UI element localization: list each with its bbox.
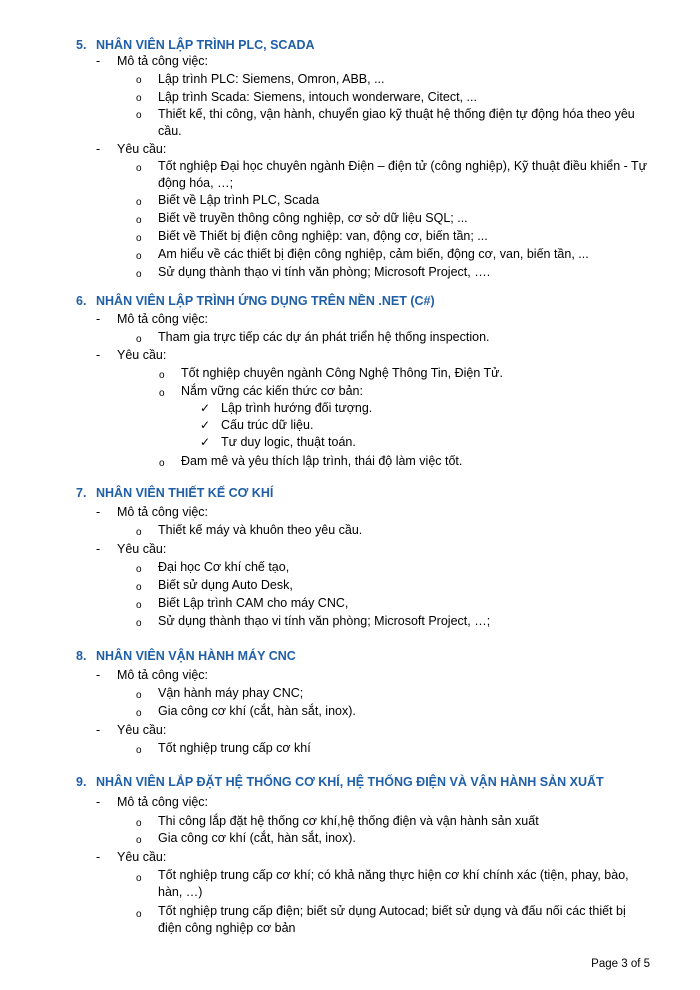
circle-bullet-icon: o [136, 564, 142, 575]
section-title: NHÂN VIÊN LẬP TRÌNH PLC, SCADA [96, 38, 315, 52]
req-label: Yêu cầu: [117, 542, 167, 556]
list-item: Biết sử dụng Auto Desk, [158, 578, 293, 592]
circle-bullet-icon: o [136, 93, 142, 104]
list-item: Am hiểu về các thiết bị điện công nghiệp, cảm biến, động cơ, van, biến tần, ... [158, 247, 589, 261]
list-item: Tư duy logic, thuật toán. [221, 435, 356, 449]
req-label: Yêu cầu: [117, 850, 167, 864]
section-title: NHÂN VIÊN LẮP ĐẶT HỆ THỐNG CƠ KHÍ, HỆ THỐNG ĐIỆN VÀ VẬN HÀNH SẢN XUẤT [96, 775, 604, 789]
circle-bullet-icon: o [159, 458, 165, 469]
desc-label: Mô tả công việc: [117, 54, 209, 68]
desc-label: Mô tả công việc: [117, 505, 209, 519]
section-heading [76, 649, 296, 663]
section-heading [76, 38, 315, 52]
circle-bullet-icon: o [136, 618, 142, 629]
req-label: Yêu cầu: [117, 723, 167, 737]
circle-bullet-icon: o [136, 582, 142, 593]
list-item: Lập trình Scada: Siemens, intouch wonderware, Citect, ... [158, 90, 477, 104]
dash-bullet: - [96, 54, 101, 68]
list-item: Tham gia trực tiếp các dự án phát triển hệ thống inspection. [158, 330, 490, 344]
dash-bullet: - [96, 850, 101, 864]
desc-label: Mô tả công việc: [117, 668, 209, 682]
dash-bullet: - [96, 723, 101, 737]
dash-bullet: - [96, 668, 101, 682]
circle-bullet-icon: o [136, 215, 142, 226]
circle-bullet-icon: o [136, 75, 142, 86]
list-item: Sử dụng thành thạo vi tính văn phòng; Microsoft Project, …. [158, 265, 491, 279]
list-item: Cấu trúc dữ liệu. [221, 418, 314, 432]
section-number: 8. [76, 649, 87, 663]
page-number: Page 3 of 5 [591, 958, 650, 970]
list-item: Gia công cơ khí (cắt, hàn sắt, inox). [158, 704, 356, 718]
circle-bullet-icon: o [136, 690, 142, 701]
section-title: NHÂN VIÊN THIẾT KẾ CƠ KHÍ [96, 486, 274, 500]
list-item: Biết Lập trình CAM cho máy CNC, [158, 596, 349, 610]
circle-bullet-icon: o [159, 388, 165, 399]
section-heading [76, 486, 273, 500]
section-heading [76, 294, 435, 308]
section-number: 5. [76, 38, 87, 52]
list-item: Tốt nghiệp trung cấp điện; biết sử dụng Autocad; biết sử dụng và đấu nối các thiết bị điện công nghiệp cơ bản [158, 904, 626, 935]
circle-bullet-icon: o [136, 600, 142, 611]
checkmark-icon: ✓ [200, 401, 211, 415]
list-item: Lập trình hướng đối tượng. [221, 401, 373, 415]
circle-bullet-icon: o [136, 745, 142, 756]
list-item: Tốt nghiệp trung cấp cơ khí; có khả năng thực hiện cơ khí chính xác (tiện, phay, bào, hàn, …) [158, 868, 629, 899]
req-label: Yêu cầu: [117, 142, 167, 156]
list-item: Biết về Lập trình PLC, Scada [158, 193, 320, 207]
section-number: 7. [76, 486, 87, 500]
list-item: Tốt nghiệp chuyên ngành Công Nghệ Thông Tin, Điện Tử. [181, 366, 504, 380]
list-item: Gia công cơ khí (cắt, hàn sắt, inox). [158, 831, 356, 845]
list-item: Tốt nghiệp Đại học chuyên ngành Điện – điện tử (công nghiệp), Kỹ thuật điều khiển - Tự động hóa, …; [158, 159, 648, 190]
desc-label: Mô tả công việc: [117, 312, 209, 326]
dash-bullet: - [96, 348, 101, 362]
list-item: Biết về truyền thông công nghiệp, cơ sở dữ liệu SQL; ... [158, 211, 468, 225]
list-item: Biết về Thiết bị điện công nghiệp: van, động cơ, biến tần; ... [158, 229, 488, 243]
list-item: Sử dụng thành thạo vi tính văn phòng; Microsoft Project, …; [158, 614, 491, 628]
list-item: Đại học Cơ khí chế tạo, [158, 560, 290, 574]
dash-bullet: - [96, 795, 101, 809]
circle-bullet-icon: o [136, 334, 142, 345]
dash-bullet: - [96, 142, 101, 156]
circle-bullet-icon: o [136, 818, 142, 829]
list-item: Thi công lắp đặt hệ thống cơ khí,hệ thống điện và vận hành sản xuất [158, 814, 539, 828]
circle-bullet-icon: o [136, 527, 142, 538]
section-number: 9. [76, 775, 87, 789]
list-item: Lập trình PLC: Siemens, Omron, ABB, ... [158, 72, 385, 86]
dash-bullet: - [96, 505, 101, 519]
desc-label: Mô tả công việc: [117, 795, 209, 809]
list-item: Tốt nghiệp trung cấp cơ khí [158, 741, 311, 755]
list-item: Thiết kế, thi công, vận hành, chuyển giao kỹ thuật hệ thống điện tự động hóa theo yêu cầu. [158, 107, 635, 138]
section-title: NHÂN VIÊN LẬP TRÌNH ỨNG DỤNG TRÊN NỀN .NET (C#) [96, 294, 435, 308]
section-heading [76, 775, 604, 789]
list-item: Nắm vững các kiến thức cơ bản: [181, 384, 363, 398]
list-item: Đam mê và yêu thích lập trình, thái độ làm việc tốt. [181, 454, 463, 468]
checkmark-icon: ✓ [200, 418, 211, 432]
circle-bullet-icon: o [136, 110, 142, 121]
circle-bullet-icon: o [136, 269, 142, 280]
circle-bullet-icon: o [136, 163, 142, 174]
circle-bullet-icon: o [136, 251, 142, 262]
circle-bullet-icon: o [136, 873, 142, 884]
circle-bullet-icon: o [136, 835, 142, 846]
circle-bullet-icon: o [136, 197, 142, 208]
checkmark-icon: ✓ [200, 435, 211, 449]
circle-bullet-icon: o [159, 370, 165, 381]
circle-bullet-icon: o [136, 909, 142, 920]
circle-bullet-icon: o [136, 233, 142, 244]
section-title: NHÂN VIÊN VẬN HÀNH MÁY CNC [96, 649, 296, 663]
circle-bullet-icon: o [136, 708, 142, 719]
list-item: Vận hành máy phay CNC; [158, 686, 304, 700]
list-item: Thiết kế máy và khuôn theo yêu cầu. [158, 523, 363, 537]
dash-bullet: - [96, 312, 101, 326]
dash-bullet: - [96, 542, 101, 556]
req-label: Yêu cầu: [117, 348, 167, 362]
section-number: 6. [76, 294, 87, 308]
